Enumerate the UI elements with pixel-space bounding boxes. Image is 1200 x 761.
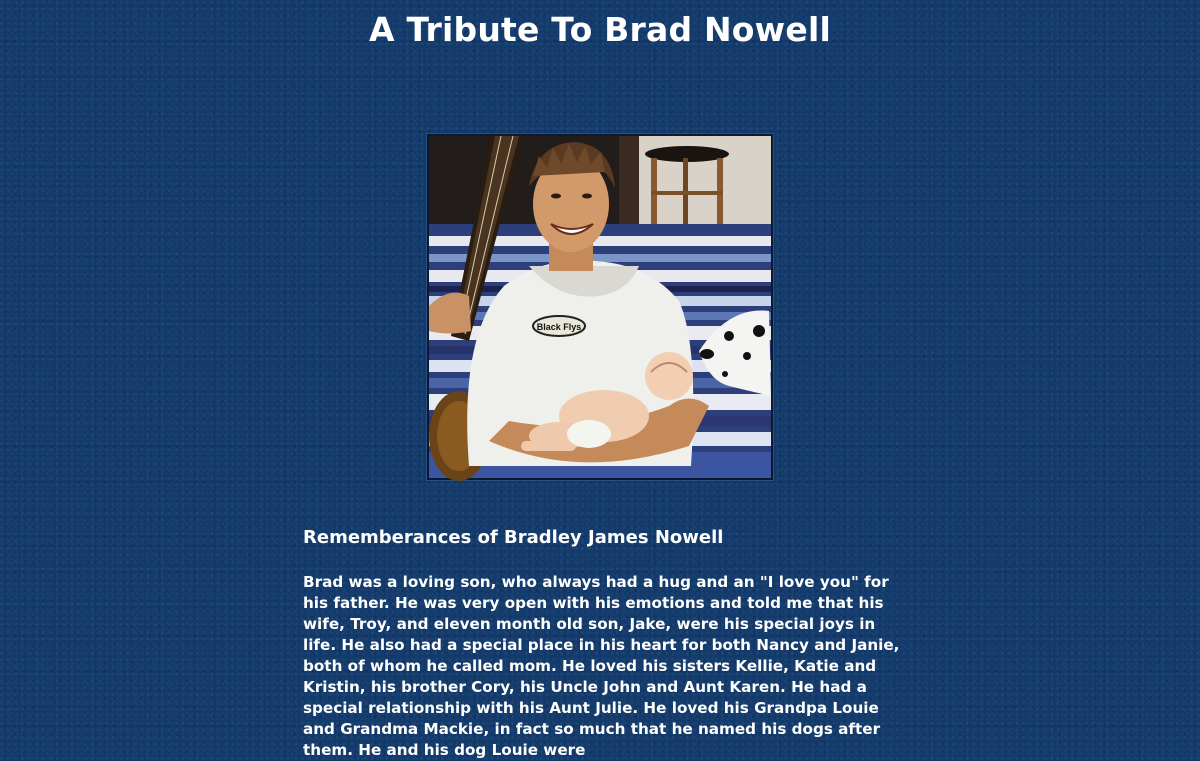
brad-nowell-photo <box>427 134 773 480</box>
photo-illustration <box>429 136 771 478</box>
shirt-logo-text: Black Flys <box>536 322 582 332</box>
section-heading: Rememberances of Bradley James Nowell <box>303 527 724 548</box>
rememberances-paragraph: Brad was a loving son, who always had a hug and an "I love you" for his father. He was very open with his emotions and told me that his wife, Troy, and eleven month old son, Jake, were his special joys in life. He also had a special place in his heart for both Nancy and Janie, both of whom he called mom. He loved his sisters Kellie, Katie and Kristin, his brother Cory, his Uncle John and Aunt Karen. He had a special relationship with his Aunt Julie. He loved his Grandpa Louie and Grandma Mackie, in fact so much that he named his dogs after them. He and his dog Louie were <box>303 573 900 759</box>
page-title: A Tribute To Brad Nowell <box>369 10 831 49</box>
